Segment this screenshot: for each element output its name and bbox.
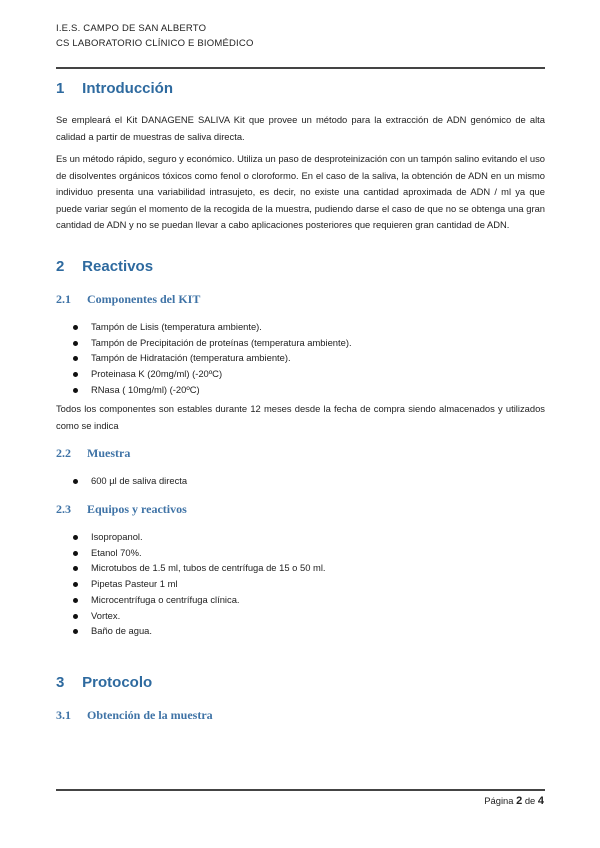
bullet-icon <box>73 551 78 556</box>
bullet-icon <box>73 582 78 587</box>
subsection-number: 2.1 <box>56 292 71 306</box>
page-total: 4 <box>537 795 544 807</box>
bullet-icon <box>73 372 78 377</box>
bullet-icon <box>73 356 78 361</box>
list-item <box>56 560 326 576</box>
list-item <box>56 473 187 489</box>
section-2-heading <box>56 258 153 275</box>
list-item <box>56 382 352 398</box>
list-item-text: Vortex. <box>91 609 121 621</box>
intro-paragraph-2: Es un método rápido, seguro y económico. Utiliza un paso de desproteinización con un tampón salino evitando el uso de disolventes orgánicos tóxicos como fenol o cloroformo. En el caso de la saliva, la obtención de ADN en un mismo individuo presenta una variabilidad intrasujeto, es decir, no existe una cantidad aproximada de ADN / ml ya que puede variar según el momento de la recogida de la muestra, pudiendo darse el caso de que no se obtenga una gran cantidad de ADN y no se puedan llevar a cabo aplicaciones posteriores que requieren gran cantidad de ADN. <box>56 153 545 230</box>
subsection-2-3-heading <box>56 502 187 517</box>
subsection-3-1-heading <box>56 708 213 723</box>
subsection-title: Obtención de la muestra <box>87 708 213 722</box>
bullet-icon <box>73 535 78 540</box>
list-item-text: 600 µl de saliva directa <box>91 475 188 486</box>
intro-paragraph-1: Se empleará el Kit DANAGENE SALIVA Kit que provee un método para la extracción de ADN genómico de alta calidad a partir de muestras de saliva directa. <box>56 114 545 142</box>
list-item <box>56 319 352 335</box>
bullet-icon <box>73 629 78 634</box>
subsection-title: Componentes del KIT <box>87 292 201 306</box>
header-course: CS LABORATORIO CLÍNICO E BIOMÉDICO <box>56 38 254 49</box>
stability-paragraph: Todos los componentes son estables durante 12 meses desde la fecha de compra siendo almacenados y utilizados como se indica <box>56 403 545 431</box>
header-divider <box>56 67 545 69</box>
list-item <box>56 592 326 608</box>
list-item-text: Tampón de Lisis (temperatura ambiente). <box>91 321 262 332</box>
subsection-title: Muestra <box>87 446 131 460</box>
subsection-number: 3.1 <box>56 708 71 722</box>
subsection-2-1-heading <box>56 292 200 307</box>
list-item <box>56 623 326 639</box>
bullet-icon <box>73 388 78 393</box>
list-item-text: Baño de agua. <box>91 625 152 637</box>
list-item <box>56 576 326 592</box>
list-item <box>56 545 326 561</box>
sample-list <box>56 473 187 489</box>
subsection-number: 2.3 <box>56 502 71 516</box>
section-3-heading <box>56 674 152 691</box>
section-title: Introducción <box>82 80 173 97</box>
list-item <box>56 350 352 366</box>
section-1-heading <box>56 80 173 97</box>
list-item <box>56 366 352 382</box>
bullet-icon <box>73 341 78 346</box>
of-word: de <box>524 795 536 806</box>
section-title: Reactivos <box>82 258 154 275</box>
bullet-icon <box>73 566 78 571</box>
list-item-text: Isopropanol. <box>91 531 143 542</box>
list-item <box>56 608 326 624</box>
subsection-title: Equipos y reactivos <box>87 502 187 516</box>
list-item <box>56 335 352 351</box>
list-item-text: Microtubos de 1.5 ml, tubos de centrífuga de 15 o 50 ml. <box>91 562 326 574</box>
equipment-list <box>56 529 326 639</box>
section-number: 3 <box>56 674 65 691</box>
list-item-text: Tampón de Hidratación (temperatura ambiente). <box>91 352 291 364</box>
bullet-icon <box>73 479 78 484</box>
header-school: I.E.S. CAMPO DE SAN ALBERTO <box>56 23 207 34</box>
list-item-text: Tampón de Precipitación de proteínas (temperatura ambiente). <box>91 336 352 348</box>
subsection-number: 2.2 <box>56 446 71 460</box>
footer-divider <box>56 789 545 791</box>
page-word: Página <box>484 795 514 806</box>
page-footer <box>484 795 544 807</box>
list-item-text: Etanol 70%. <box>91 546 142 558</box>
page-header <box>56 21 254 51</box>
section-number: 1 <box>56 80 65 97</box>
list-item-text: Proteinasa K (20mg/ml) (-20ºC) <box>91 368 223 380</box>
bullet-icon <box>73 598 78 603</box>
list-item <box>56 529 326 545</box>
section-number: 2 <box>56 258 65 275</box>
kit-components-list <box>56 319 352 398</box>
list-item-text: Pipetas Pasteur 1 ml <box>91 578 178 590</box>
bullet-icon <box>73 614 78 619</box>
list-item-text: Microcentrífuga o centrífuga clínica. <box>91 593 240 605</box>
page-current: 2 <box>516 795 523 807</box>
bullet-icon <box>73 325 78 330</box>
list-item-text: RNasa ( 10mg/ml) (-20ºC) <box>91 383 200 395</box>
section-title: Protocolo <box>82 674 153 691</box>
subsection-2-2-heading <box>56 446 130 461</box>
